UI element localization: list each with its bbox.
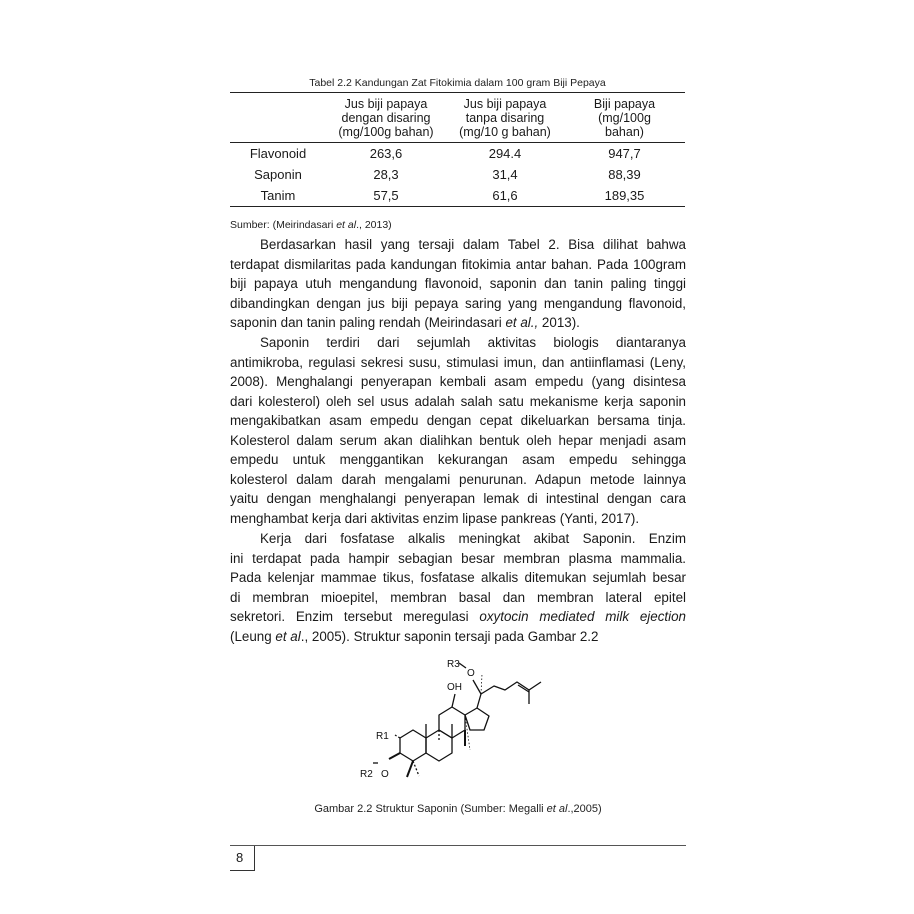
table-cell: 294.4 bbox=[488, 146, 522, 161]
header-line: (mg/10 g bahan) bbox=[459, 125, 551, 139]
text-line: Kolesterol dalam serum akan dialihkan bentuk oleh hepar menjadi asam bbox=[230, 432, 686, 448]
ring-a bbox=[400, 730, 426, 761]
r1-label: R1 bbox=[376, 731, 389, 742]
table-cell: 31,4 bbox=[492, 167, 518, 182]
text-line: mengakibatkan asam empedu dengan cepat dikeluarkan bersama tinja. bbox=[230, 413, 686, 428]
table-row bbox=[230, 185, 685, 207]
table-cell: 28,3 bbox=[373, 167, 399, 182]
oh-label: OH bbox=[447, 682, 462, 693]
side-chain bbox=[481, 682, 541, 694]
text-line: dari kolesterol) oleh sel usus adalah salah satu mekanisme kerja saponin bbox=[230, 393, 686, 409]
source-italic: et al bbox=[336, 219, 357, 231]
header-cell-filtered-juice bbox=[326, 93, 446, 143]
text-run: 2013). bbox=[538, 315, 580, 330]
header-line: (mg/100g bahan) bbox=[338, 125, 434, 139]
table-cell: 88,39 bbox=[608, 167, 641, 182]
table-cell: 263,6 bbox=[369, 146, 403, 161]
saponin-structure-diagram bbox=[355, 650, 565, 800]
text-run: ., 2005). Struktur saponin tersaji pada Gambar 2.2 bbox=[300, 628, 599, 644]
row-label: Tanim bbox=[260, 188, 296, 203]
table-row bbox=[230, 164, 685, 185]
text-line: Pada kelenjar mammae tikus, fosfatase alkalis ditemukan sejumlah besar bbox=[230, 570, 686, 585]
r3-bond bbox=[459, 663, 466, 668]
page-number: 8 bbox=[236, 850, 244, 865]
text-italic: et al bbox=[275, 628, 301, 644]
table-cell: 947,7 bbox=[608, 146, 641, 161]
figure-caption bbox=[230, 803, 686, 815]
text-line bbox=[230, 313, 686, 333]
side-chain-bond bbox=[477, 694, 481, 708]
r3-label: R3 bbox=[447, 659, 460, 670]
r2-label: R2 bbox=[360, 769, 373, 780]
table-header-row bbox=[230, 93, 685, 143]
header-line: Biji papaya bbox=[593, 97, 656, 111]
stereo-dash bbox=[481, 674, 482, 694]
text-line: 2008). Menghalangi penyerapan kembali asam empedu (yang disintesa bbox=[230, 374, 686, 389]
header-line: Jus biji papaya bbox=[463, 97, 547, 111]
header-line: bahan) bbox=[605, 125, 644, 139]
phytochemical-table bbox=[230, 92, 685, 207]
header-cell-empty bbox=[230, 93, 326, 143]
text-line: di membran mioepitel, membran basal dan membran lateral epitel bbox=[230, 589, 686, 605]
table-cell: 61,6 bbox=[492, 188, 518, 203]
text-line: terdapat dismilaritas pada kandungan fitokimia antar bahan. Pada 100gram bbox=[230, 256, 686, 272]
source-text: ., 2013) bbox=[356, 219, 392, 231]
footer-rule bbox=[230, 845, 686, 846]
text-italic: et al., bbox=[505, 315, 539, 330]
gem-methyl bbox=[407, 761, 413, 777]
o-label: O bbox=[381, 769, 389, 780]
header-cell-unfiltered-juice bbox=[446, 93, 564, 143]
header-cell-seeds bbox=[564, 93, 685, 143]
text-line: Berdasarkan hasil yang tersaji dalam Tabel 2. Bisa dilihat bahwa bbox=[260, 237, 686, 252]
text-line bbox=[230, 607, 686, 627]
header-line: Jus biji papaya bbox=[344, 97, 428, 111]
o-r2-bond bbox=[389, 753, 400, 759]
caption-italic: et al bbox=[546, 803, 568, 815]
text-line: menghambat kerja dari aktivitas enzim lipase pankreas (Yanti, 2017). bbox=[230, 510, 640, 526]
table-caption: Tabel 2.2 Kandungan Zat Fitokimia dalam 100 gram Biji Pepaya bbox=[309, 77, 606, 89]
paragraph-1 bbox=[230, 235, 686, 333]
header-line: (mg/100g bbox=[598, 111, 651, 125]
text-line: biji papaya utuh mengandung flavonoid, saponin dan tanin paling tinggi bbox=[230, 276, 686, 291]
row-label: Flavonoid bbox=[249, 146, 307, 161]
oh-bond bbox=[452, 694, 455, 707]
source-text: Sumber: (Meirindasari bbox=[230, 219, 337, 231]
header-line: dengan disaring bbox=[341, 111, 431, 125]
table-row bbox=[230, 143, 685, 165]
caption-text: .,2005) bbox=[567, 803, 602, 815]
table-cell: 57,5 bbox=[373, 188, 399, 203]
text-line: Kerja dari fosfatase alkalis meningkat akibat Saponin. Enzim bbox=[260, 531, 686, 546]
text-line: antimikroba, regulasi sekresi susu, stimulasi imun, dan antiinflamasi (Leny, bbox=[230, 354, 686, 370]
text-line: kolesterol dalam darah mengalami penurunan. Adapun metode lainnya bbox=[230, 471, 686, 487]
paragraph-2 bbox=[230, 333, 686, 528]
ring-d bbox=[465, 708, 489, 730]
o-r3-bond bbox=[473, 680, 481, 694]
table-source bbox=[230, 219, 392, 231]
text-line: Saponin terdiri dari sejumlah aktivitas biologis diantaranya bbox=[260, 335, 686, 350]
row-label: Saponin bbox=[254, 167, 302, 182]
paragraph-3 bbox=[230, 529, 686, 646]
text-italic: oxytocin mediated milk ejection bbox=[479, 609, 687, 624]
table-cell: 189,35 bbox=[604, 188, 645, 203]
o-label: O bbox=[467, 668, 475, 679]
text-line: empedu untuk menggantikan kekurangan asam empedu sehingga bbox=[230, 452, 686, 467]
r1-bond bbox=[395, 735, 400, 738]
header-line: tanpa disaring bbox=[465, 111, 545, 125]
gem-methyl-dashed bbox=[413, 761, 419, 776]
text-line bbox=[230, 627, 686, 647]
caption-text: Gambar 2.2 Struktur Saponin (Sumber: Megalli bbox=[314, 803, 547, 815]
text-line: dibandingkan dengan jus biji pepaya saring yang mengandung flavonoid, bbox=[230, 295, 686, 311]
text-run: saponin dan tanin paling rendah (Meirindasari bbox=[230, 315, 506, 330]
text-run: sekretori. Enzim tersebut meregulasi bbox=[230, 609, 480, 624]
text-run: (Leung bbox=[230, 628, 276, 644]
text-line: ini terdapat pada hampir sebagian besar membran plasma mammalia. bbox=[230, 550, 686, 566]
text-line: yaitu dengan menghalangi penyerapan lemak di intestinal dengan cara bbox=[230, 491, 686, 506]
